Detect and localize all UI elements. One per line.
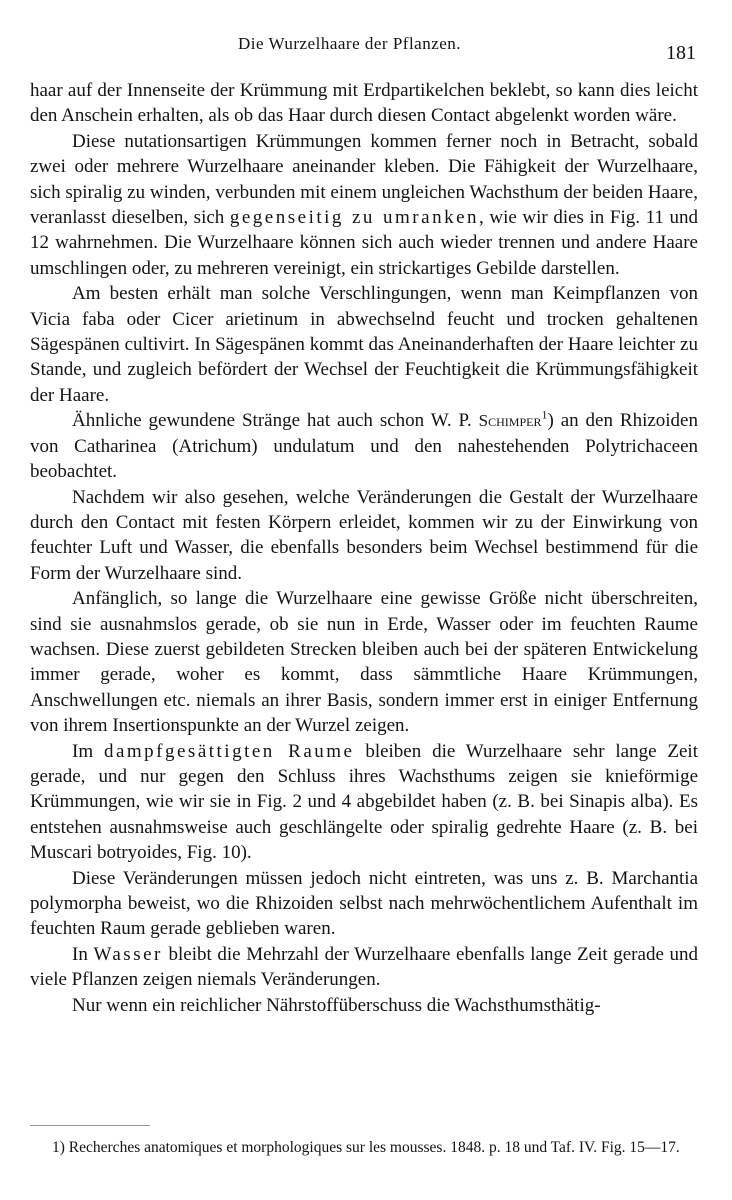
emphasized-text: gegenseitig zu umranken [229, 207, 480, 229]
body-text [30, 78, 698, 1018]
paragraph-text: Im [72, 740, 104, 762]
paragraph-9 [30, 942, 698, 993]
paragraph-text: Anfänglich, so lange die Wurzelhaare eine gewisse Größe nicht überschreiten, sind sie ausnahmslos gerade, ob sie nun in Erde, Wasser oder im feuchten Raume wachsen. Diese zuerst gebildeten Strecken bleiben auch bei der späteren Entwickelung immer gerade, woher es kommt, dass sämmtliche Haare Krümmungen, Anschwellungen etc. niemals an ihrer Basis, sondern immer erst in einiger Entfernung von ihrem Insertionspunkte an der Wurzel zeigen. [30, 588, 698, 737]
paragraph-5 [30, 485, 698, 587]
paragraph-2 [30, 129, 698, 281]
paragraph-text: Am besten erhält man solche Verschlingungen, wenn man Keimpflanzen von Vicia faba oder Cicer arietinum in abwechselnd feucht und trocken gehaltenen Sägespänen cultivirt. In Sägespänen kommt das Aneinanderhaften der Haare leichter zu Stande, und zugleich befördert der Wechsel der Feuchtigkeit die Krümmungsfähigkeit der Haare. [30, 283, 698, 406]
page-number: 181 [666, 42, 696, 64]
emphasized-text: dampfgesättigten Raume [103, 740, 355, 762]
paragraph-7 [30, 739, 698, 866]
paragraph-text: Diese nutationsartigen Krümmungen kommen ferner noch in Betracht, sobald zwei oder mehrere Wurzelhaare aneinander kleben. Die Fähigkeit der Wurzelhaare, sich spiralig zu winden, verbunden mit einem ungleichen Wachsthum der beiden Haare, veranlasst dieselben, sich [30, 130, 698, 229]
footnote-text: Recherches anatomiques et morphologiques sur les mousses. 1848. p. 18 und Taf. IV. Fig. 15—17. [68, 1139, 680, 1156]
emphasized-text: Wasser [93, 943, 163, 965]
paragraph-text: Diese Veränderungen müssen jedoch nicht eintreten, was uns z. B. Marchantia polymorpha beweist, wo die Rhizoiden selbst nach mehrwöchentlichem Aufenthalt im feuchten Raum gerade geblieben waren. [30, 867, 698, 940]
paragraph-text: Nur wenn ein reichlicher Nährstoffüberschuss die Wachsthumsthätig- [72, 994, 601, 1016]
footnote-divider [30, 1125, 150, 1126]
footnote-reference: 1 [541, 407, 548, 422]
paragraph-text: Nachdem wir also gesehen, welche Veränderungen die Gestalt der Wurzelhaare durch den Contact mit festen Körpern erleidet, kommen wir zu der Einwirkung von feuchter Luft und Wasser, die ebenfalls besonders beim Wechsel bestimmend für die Form der Wurzelhaare sind. [30, 486, 698, 584]
footnote-1: 1) Recherches anatomiques et morphologiques sur les mousses. 1848. p. 18 und Taf. IV. Fig. 15—17. [52, 1139, 680, 1156]
author-name: Schimper [478, 411, 542, 431]
paragraph-text: haar auf der Innenseite der Krümmung mit Erdpartikelchen beklebt, so kann dies leicht den Anschein erhalten, als ob das Haar durch diesen Contact abgelenkt worden wäre. [30, 80, 698, 127]
footnote-marker: 1 [52, 1139, 60, 1156]
paragraph-10 [30, 993, 698, 1018]
paragraph-text: ) an den Rhizoiden von Catharinea (Atrichum) undulatum und den nahestehenden Polytrichaceen beobachtet. [30, 410, 698, 483]
paragraph-text: , wie wir dies in Fig. 11 und 12 wahrnehmen. Die Wurzelhaare können sich auch wieder trennen und andere Haare umschlingen oder, zu mehreren vereinigt, ein strickartiges Gebilde darstellen. [30, 207, 698, 279]
paragraph-text: In [72, 943, 94, 965]
paragraph-6 [30, 586, 698, 738]
paragraph-text: bleiben die Wurzelhaare sehr lange Zeit gerade, und nur gegen den Schluss ihres Wachsthums zeigen sie knieförmige Krümmungen, wie wir sie in Fig. 2 und 4 abgebildet haben (z. B. bei Sinapis alba). Es entstehen ausnahmsweise auch geschlängelte oder spiralig gedrehte Haare (z. B. bei Muscari botryoides, Fig. 10). [30, 740, 698, 864]
paragraph-8 [30, 866, 698, 942]
running-title: Die Wurzelhaare der Pflanzen. [238, 34, 462, 53]
footnotes [30, 1138, 698, 1158]
paragraph-3 [30, 281, 698, 408]
paragraph-1 [30, 78, 698, 129]
paragraph-text: Ähnliche gewundene Stränge hat auch schon W. P. [72, 410, 479, 432]
paragraph-text: bleibt die Mehrzahl der Wurzelhaare ebenfalls lange Zeit gerade und viele Pflanzen zeigen niemals Veränderungen. [30, 943, 698, 991]
paragraph-4 [30, 408, 698, 484]
